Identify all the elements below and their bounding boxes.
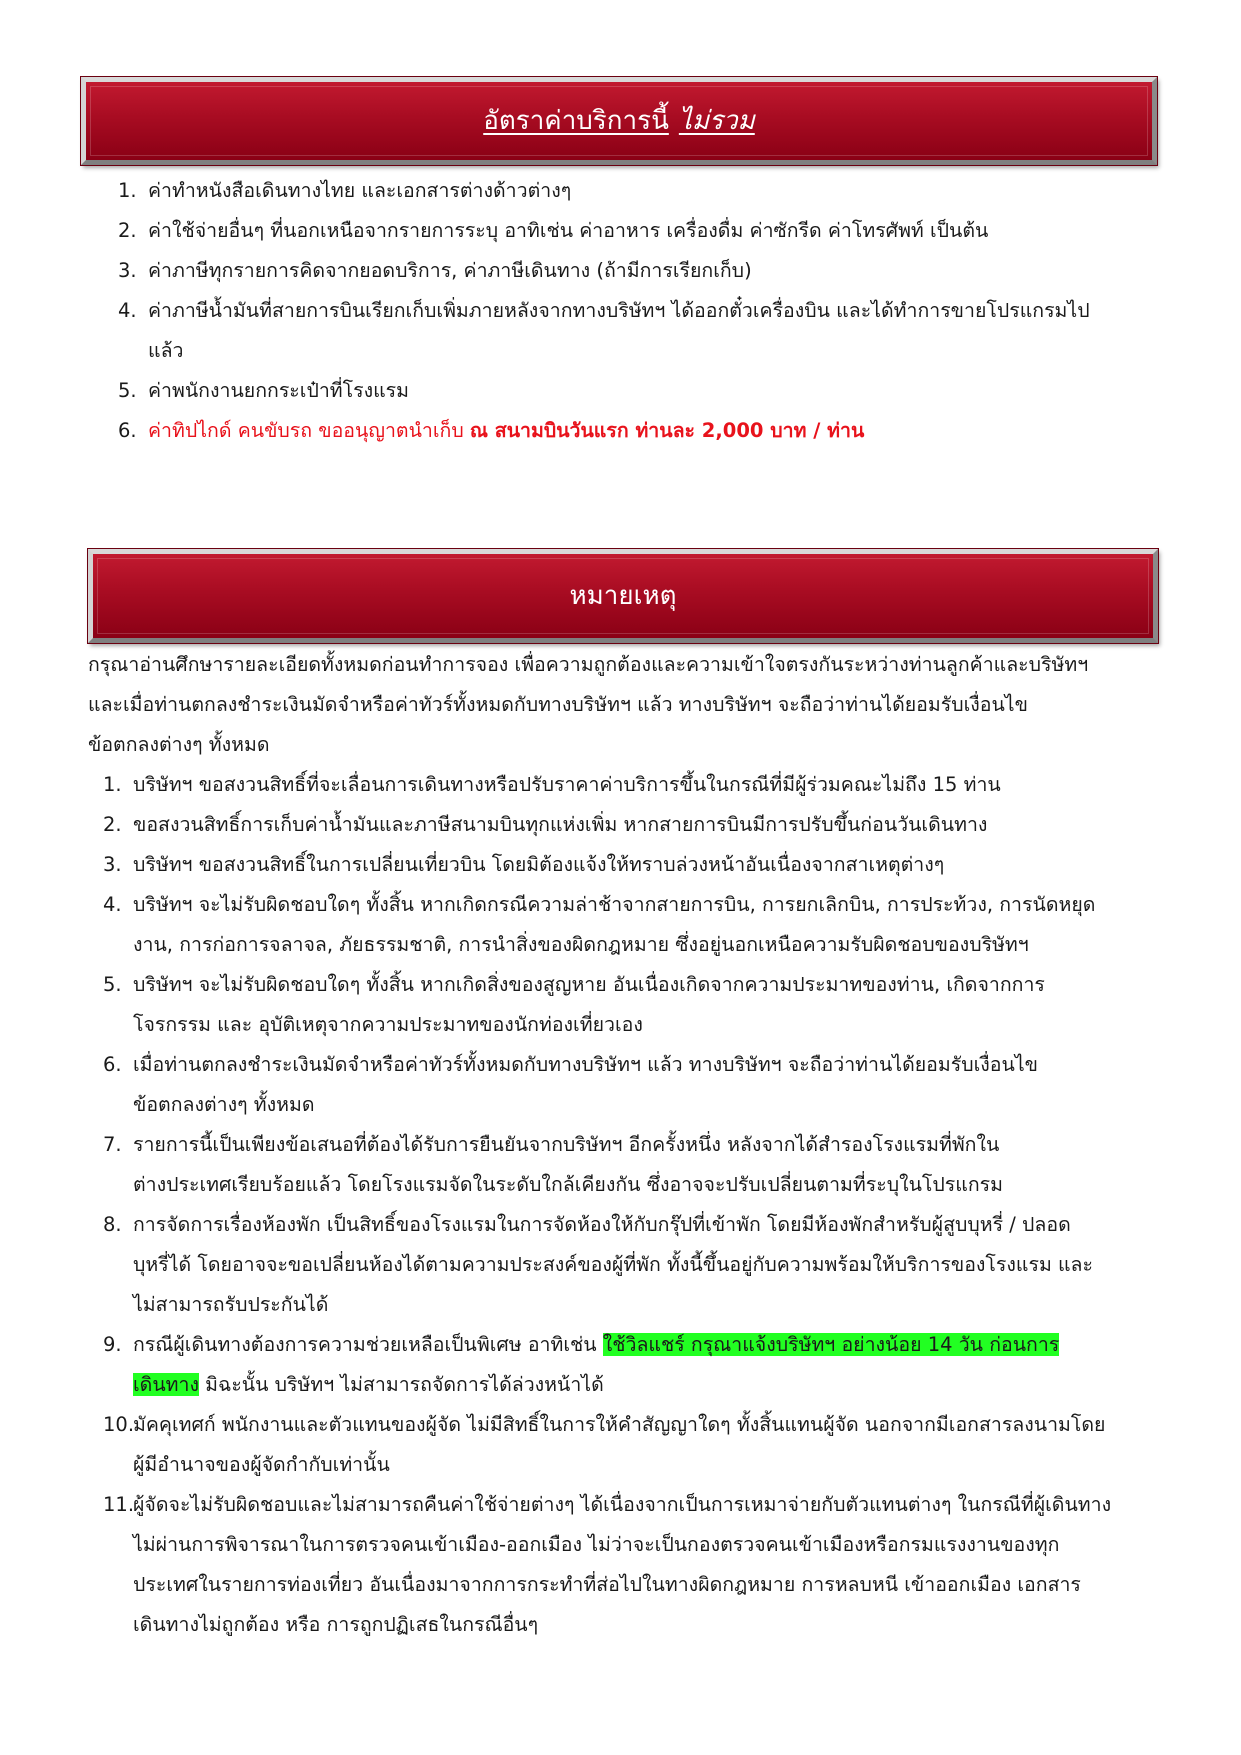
remark-item-text	[133, 1325, 1173, 1365]
remark-item	[103, 1405, 1173, 1485]
remark-item-text-cont: ผู้มีอำนาจของผู้จัดกำกับเท่านั้น	[133, 1453, 390, 1476]
remark-item-text-cont: โจรกรรม และ อุบัติเหตุจากความประมาทของนักท่องเที่ยวเอง	[133, 1013, 643, 1036]
remark-item-number: 10.	[103, 1413, 135, 1436]
exclusion-item	[118, 211, 1168, 251]
remarks-intro-line: ข้อตกลงต่างๆ ทั้งหมด	[88, 733, 270, 756]
exclusion-item	[118, 371, 1168, 411]
remarks-title: หมายเหตุ	[569, 581, 677, 611]
remark-item	[103, 1045, 1173, 1125]
tip-text-regular: ค่าทิปไกด์ คนขับรถ ขออนุญาตนำเก็บ	[148, 419, 470, 442]
remark-item-number: 4.	[103, 893, 122, 916]
remark-item-text: การจัดการเรื่องห้องพัก เป็นสิทธิ์ของโรงแรมในการจัดห้องให้กับกรุ๊ปที่เข้าพัก โดยมีห้องพักสำหรับผู้สูบบุหรี่ / ปลอด	[133, 1213, 1071, 1236]
remark-item-text-cont: ประเทศในรายการท่องเที่ยว อันเนื่องมาจากการกระทำที่ส่อไปในทางผิดกฎหมาย การหลบหนี เข้าออกเมือง เอกสาร	[133, 1573, 1081, 1596]
exclusion-item	[118, 251, 1168, 291]
remark-item-number: 11.	[103, 1493, 135, 1516]
exclusions-banner-inner	[90, 86, 1148, 156]
remark-item	[103, 1205, 1173, 1325]
exclusion-item-text: ค่าภาษีทุกรายการคิดจากยอดบริการ, ค่าภาษีเดินทาง (ถ้ามีการเรียกเก็บ)	[148, 259, 752, 282]
wheelchair-text-regular: กรณีผู้เดินทางต้องการความช่วยเหลือเป็นพิเศษ อาทิเช่น	[133, 1333, 603, 1356]
remark-item-text: บริษัทฯ ขอสงวนสิทธิ์ที่จะเลื่อนการเดินทางหรือปรับราคาค่าบริการขึ้นในกรณีที่มีผู้ร่วมคณะไม่ถึง 15 ท่าน	[133, 773, 1001, 796]
remark-item	[103, 765, 1173, 805]
remark-item-text: ผู้จัดจะไม่รับผิดชอบและไม่สามารถคืนค่าใช้จ่ายต่างๆ ได้เนื่องจากเป็นการเหมาจ่ายกับตัวแทนต่างๆ ในกรณีที่ผู้เดินทาง	[133, 1493, 1112, 1516]
exclusion-item-text: ค่าภาษีน้ำมันที่สายการบินเรียกเก็บเพิ่มภายหลังจากทางบริษัทฯ ได้ออกตั๋วเครื่องบิน และได้ทำการขายโปรแกรมไป	[148, 299, 1090, 322]
remark-item-text-cont: ไม่สามารถรับประกันได้	[133, 1293, 329, 1316]
exclusion-item-number: 5.	[118, 379, 137, 402]
remark-item-text-cont: ไม่ผ่านการพิจารณาในการตรวจคนเข้าเมือง-ออกเมือง ไม่ว่าจะเป็นกองตรวจคนเข้าเมืองหรือกรมแรงงานของทุก	[133, 1533, 1060, 1556]
exclusion-item-text: ค่าพนักงานยกกระเป๋าที่โรงแรม	[148, 379, 409, 402]
remark-item-number: 9.	[103, 1333, 122, 1356]
remark-item	[103, 965, 1173, 1045]
remark-item-wheelchair	[103, 1325, 1173, 1405]
remarks-intro-line: กรุณาอ่านศึกษารายละเอียดทั้งหมดก่อนทำการจอง เพื่อความถูกต้องและความเข้าใจตรงกันระหว่างท่านลูกค้าและบริษัทฯ	[88, 653, 1089, 676]
remark-item-text-cont: บุหรี่ได้ โดยอาจจะขอเปลี่ยนห้องได้ตามความประสงค์ของผู้ที่พัก ทั้งนี้ขึ้นอยู่กับความพร้อมให้บริการของโรงแรม และ	[133, 1253, 1093, 1276]
remarks-intro-line: และเมื่อท่านตกลงชำระเงินมัดจำหรือค่าทัวร์ทั้งหมดกับทางบริษัทฯ แล้ว ทางบริษัทฯ จะถือว่าท่านได้ยอมรับเงื่อนไข	[88, 693, 1028, 716]
exclusions-list	[118, 171, 1168, 451]
remark-item-text: บริษัทฯ จะไม่รับผิดชอบใดๆ ทั้งสิ้น หากเกิดสิ่งของสูญหาย อันเนื่องเกิดจากความประมาทของท่าน, เกิดจากการ	[133, 973, 1045, 996]
remark-item	[103, 805, 1173, 845]
remark-item-number: 7.	[103, 1133, 122, 1156]
exclusion-item-number: 2.	[118, 219, 137, 242]
exclusion-item-text: ค่าทำหนังสือเดินทางไทย และเอกสารต่างด้าวต่างๆ	[148, 179, 572, 202]
remark-item	[103, 1125, 1173, 1205]
remark-item-text: รายการนี้เป็นเพียงข้อเสนอที่ต้องได้รับการยืนยันจากบริษัทฯ อีกครั้งหนึ่ง หลังจากได้สำรองโรงแรมที่พักใน	[133, 1133, 1000, 1156]
wheelchair-highlight: ใช้วิลแชร์ กรุณาแจ้งบริษัทฯ อย่างน้อย 14 วัน ก่อนการ	[602, 1333, 1060, 1356]
remark-item-text: บริษัทฯ ขอสงวนสิทธิ์ในการเปลี่ยนเที่ยวบิน โดยมิต้องแจ้งให้ทราบล่วงหน้าอันเนื่องจากสาเหตุต่างๆ	[133, 853, 945, 876]
remark-item-number: 3.	[103, 853, 122, 876]
remarks-banner	[88, 549, 1158, 643]
remarks-list	[103, 765, 1173, 1645]
tip-text	[148, 411, 1168, 451]
exclusion-item-number: 3.	[118, 259, 137, 282]
remark-item-text-cont: ข้อตกลงต่างๆ ทั้งหมด	[133, 1093, 315, 1116]
tip-text-bold: ณ สนามบินวันแรก ท่านละ 2,000 บาท / ท่าน	[469, 419, 865, 442]
remark-item	[103, 885, 1173, 965]
remark-item	[103, 1485, 1173, 1645]
exclusion-item-text: ค่าใช้จ่ายอื่นๆ ที่นอกเหนือจากรายการระบุ อาทิเช่น ค่าอาหาร เครื่องดื่ม ค่าซักรีด ค่าโทรศัพท์ เป็นต้น	[148, 219, 989, 242]
exclusion-item-number: 6.	[118, 419, 137, 442]
remark-item	[103, 845, 1173, 885]
remark-item-text-cont: งาน, การก่อการจลาจล, ภัยธรรมชาติ, การนำสิ่งของผิดกฎหมาย ซึ่งอยู่นอกเหนือความรับผิดชอบของบริษัทฯ	[133, 933, 1029, 956]
remark-item-text: เมื่อท่านตกลงชำระเงินมัดจำหรือค่าทัวร์ทั้งหมดกับทางบริษัทฯ แล้ว ทางบริษัทฯ จะถือว่าท่านได้ยอมรับเงื่อนไข	[133, 1053, 1038, 1076]
exclusions-banner	[81, 77, 1157, 165]
exclusion-item	[118, 171, 1168, 211]
remark-item-text: บริษัทฯ จะไม่รับผิดชอบใดๆ ทั้งสิ้น หากเกิดกรณีความล่าช้าจากสายการบิน, การยกเลิกบิน, การประท้วง, การนัดหยุด	[133, 893, 1096, 916]
remark-item-number: 2.	[103, 813, 122, 836]
exclusions-title-em: ไม่รวม	[678, 106, 755, 136]
wheelchair-highlight-cont: เดินทาง	[133, 1373, 199, 1396]
wheelchair-text-tail: มิฉะนั้น บริษัทฯ ไม่สามารถจัดการได้ล่วงหน้าได้	[198, 1373, 604, 1396]
remark-item-text-cont: ต่างประเทศเรียบร้อยแล้ว โดยโรงแรมจัดในระดับใกล้เคียงกัน ซึ่งอาจจะปรับเปลี่ยนตามที่ระบุในโปรแกรม	[133, 1173, 1003, 1196]
exclusion-item-number: 4.	[118, 299, 137, 322]
remarks-banner-inner	[97, 558, 1149, 634]
exclusion-item-text-cont: แล้ว	[148, 339, 184, 362]
exclusion-item-tip	[118, 411, 1168, 451]
exclusion-item	[118, 291, 1168, 371]
remark-item-text-cont	[133, 1365, 1173, 1405]
exclusions-title	[483, 108, 755, 134]
exclusions-title-main: อัตราค่าบริการนี้	[483, 106, 669, 136]
remark-item-number: 5.	[103, 973, 122, 996]
remarks-intro	[88, 645, 1168, 765]
exclusion-item-number: 1.	[118, 179, 137, 202]
remark-item-number: 1.	[103, 773, 122, 796]
remark-item-text: ขอสงวนสิทธิ์การเก็บค่าน้ำมันและภาษีสนามบินทุกแห่งเพิ่ม หากสายการบินมีการปรับขึ้นก่อนวันเดินทาง	[133, 813, 988, 836]
remark-item-number: 8.	[103, 1213, 122, 1236]
remark-item-number: 6.	[103, 1053, 122, 1076]
remark-item-text-cont: เดินทางไม่ถูกต้อง หรือ การถูกปฏิเสธในกรณีอื่นๆ	[133, 1613, 539, 1636]
remark-item-text: มัคคุเทศก์ พนักงานและตัวแทนของผู้จัด ไม่มีสิทธิ์ในการให้คำสัญญาใดๆ ทั้งสิ้นแทนผู้จัด นอกจากมีเอกสารลงนามโดย	[133, 1413, 1106, 1436]
